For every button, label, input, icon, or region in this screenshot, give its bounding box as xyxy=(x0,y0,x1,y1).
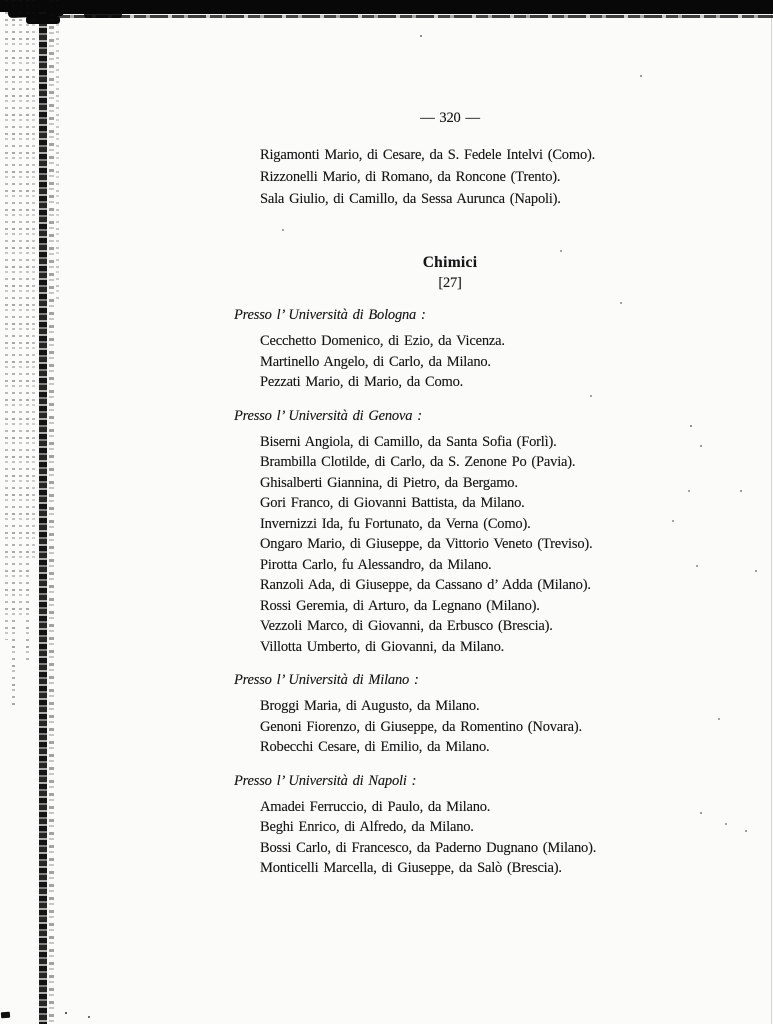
entry-line: Rizzonelli Mario, di Romano, da Roncone (Trento). xyxy=(260,169,561,185)
entry-line: Rigamonti Mario, di Cesare, da S. Fedele Intelvi (Como). xyxy=(260,147,596,163)
entry-line: Ghisalberti Giannina, di Pietro, da Bergamo. xyxy=(260,474,518,491)
entry-line: Biserni Angiola, di Camillo, da Santa Sofia (Forlì). xyxy=(260,433,557,450)
entry-line: Pirotta Carlo, fu Alessandro, da Milano. xyxy=(260,556,492,573)
entry-line: Monticelli Marcella, di Giuseppe, da Salò (Brescia). xyxy=(260,860,562,876)
binding-streak xyxy=(12,0,15,705)
scan-artifact-right-edge xyxy=(771,0,772,1024)
binding-ink-blob xyxy=(84,12,122,18)
university-entry-list xyxy=(234,797,666,879)
entry-line: Robecchi Cesare, di Emilio, da Milano. xyxy=(260,739,490,755)
entry-line: Ongaro Mario, di Giuseppe, da Vittorio Veneto (Treviso). xyxy=(260,536,593,552)
university-sections xyxy=(234,307,666,879)
binding-streak xyxy=(19,0,22,615)
university-entry-list xyxy=(234,331,666,393)
university-section-header: Presso l’ Università di Milano : xyxy=(234,672,419,688)
binding-streak xyxy=(26,0,29,660)
entry-line: Villotta Umberto, di Giovanni, da Milano. xyxy=(260,638,505,655)
university-section-header: Presso l’ Università di Napoli : xyxy=(234,772,417,789)
entry-line: Vezzoli Marco, di Giovanni, da Erbusco (Brescia). xyxy=(260,618,553,634)
entry-line: Bossi Carlo, di Francesco, da Paderno Dugnano (Milano). xyxy=(260,839,597,856)
binding-streak xyxy=(56,0,59,300)
continuation-entry-list xyxy=(234,144,666,210)
chapter-heading: Chimici xyxy=(422,254,478,271)
entry-line: Martinello Angelo, di Carlo, da Milano. xyxy=(260,353,491,370)
entry-line: Sala Giulio, di Camillo, da Sessa Aurunca (Napoli). xyxy=(260,191,561,207)
binding-streak xyxy=(32,0,35,560)
entry-line: Beghi Enrico, di Alfredo, da Milano. xyxy=(260,819,474,835)
binding-streak-main xyxy=(39,0,47,1024)
entry-line: Broggi Maria, di Augusto, da Milano. xyxy=(260,698,480,714)
page-number: — 320 — xyxy=(420,110,480,126)
scan-artifact-corner-mark xyxy=(1,1012,10,1019)
binding-streak xyxy=(5,0,8,640)
entry-line: Brambilla Clotilde, di Carlo, da S. Zenone Po (Pavia). xyxy=(260,454,576,470)
entry-line: Ranzoli Ada, di Giuseppe, da Cassano d’ Adda (Milano). xyxy=(260,577,591,593)
chapter-heading-count: [27] xyxy=(438,275,462,291)
university-section-header: Presso l’ Università di Genova : xyxy=(234,407,422,424)
university-entry-list xyxy=(234,432,666,658)
university-entry-list xyxy=(234,696,666,758)
binding-streak xyxy=(49,0,54,1024)
entry-line: Genoni Fiorenzo, di Giuseppe, da Romentino (Novara). xyxy=(260,718,582,735)
entry-line: Gori Franco, di Giovanni Battista, da Milano. xyxy=(260,495,525,511)
entry-line: Cecchetto Domenico, di Ezio, da Vicenza. xyxy=(260,333,505,349)
university-section-header: Presso l’ Università di Bologna : xyxy=(234,307,426,323)
page-content xyxy=(234,0,666,879)
entry-line: Invernizzi Ida, fu Fortunato, da Verna (Como). xyxy=(260,515,531,532)
entry-line: Amadei Ferruccio, di Paulo, da Milano. xyxy=(260,798,491,815)
scan-artifact-binding-gutter xyxy=(0,0,70,1024)
entry-line: Pezzati Mario, di Mario, da Como. xyxy=(260,374,464,390)
entry-line: Rossi Geremia, di Arturo, da Legnano (Milano). xyxy=(260,597,540,614)
